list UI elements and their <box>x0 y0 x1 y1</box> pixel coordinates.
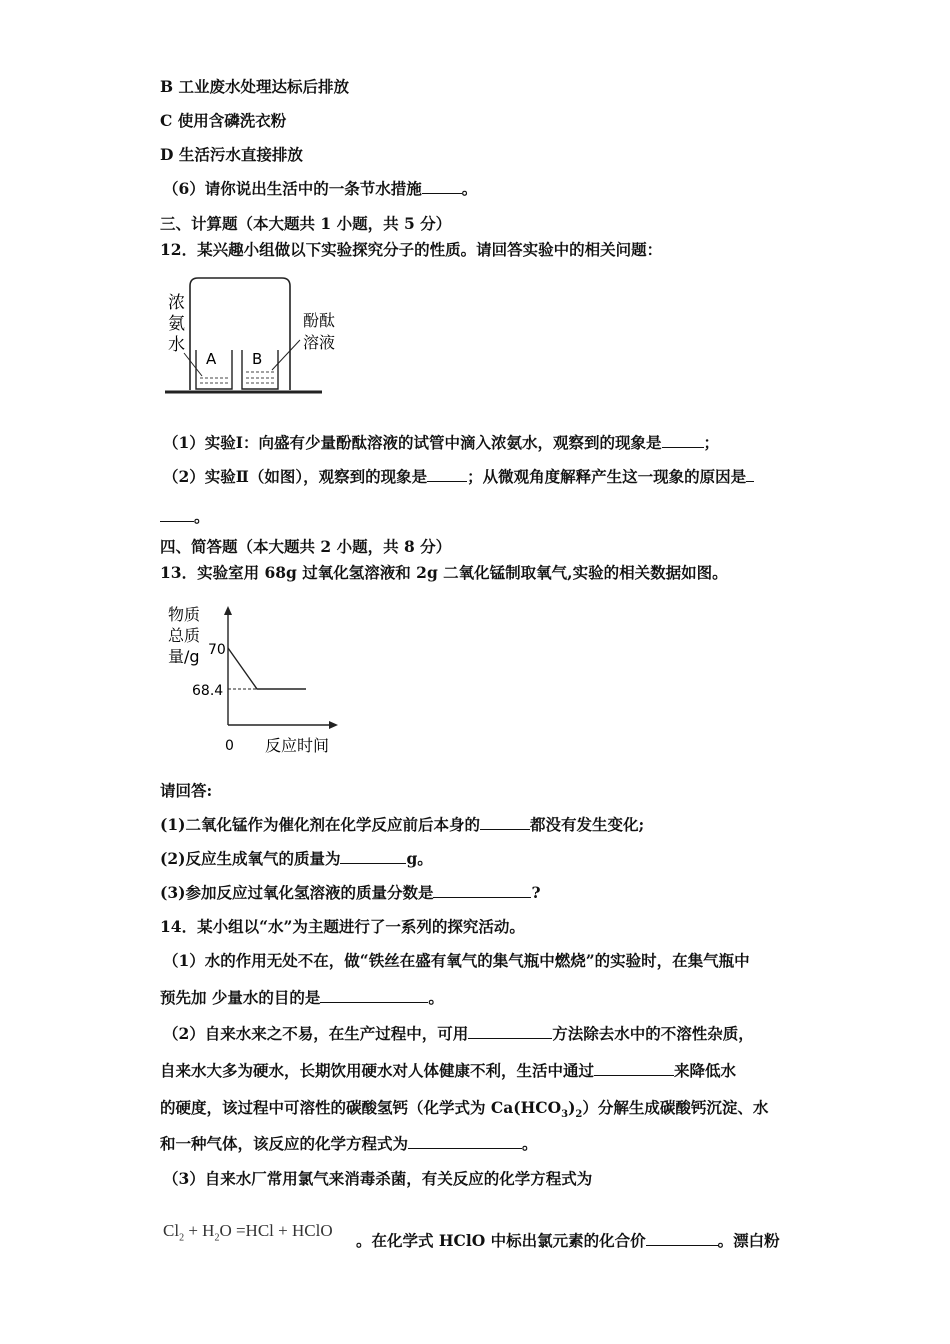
question-14-2-line4 <box>160 1134 538 1154</box>
punctuation: ； <box>703 433 720 452</box>
question-text: （2）实验Ⅱ（如图），观察到的现象是 <box>163 467 428 486</box>
question-14-1-continuation <box>160 988 444 1008</box>
beaker-b-label: B <box>252 350 263 368</box>
left-label-2: 氨 <box>168 314 185 334</box>
question-14-1: （1）水的作用无处不在，做“铁丝在盛有氧气的集气瓶中燃烧”的实验时，在集气瓶中 <box>163 951 750 970</box>
beaker-a-label: A <box>206 350 217 368</box>
question-12-2-continuation <box>160 507 210 527</box>
chemical-equation <box>163 1221 333 1243</box>
mass-line <box>228 648 306 689</box>
answer-blank <box>160 507 194 522</box>
question-13-3 <box>160 883 541 903</box>
please-answer: 请回答: <box>160 781 213 800</box>
origin-label: 0 <box>225 738 234 754</box>
subscript: 3 <box>561 1109 569 1121</box>
question-text: （1）实验Ⅰ：向盛有少量酚酞溶液的试管中滴入浓氨水，观察到的现象是 <box>163 433 662 452</box>
subscript: 2 <box>575 1109 583 1121</box>
x-label: 反应时间 <box>265 736 330 755</box>
question-13-2 <box>160 849 433 869</box>
question-text: 预先加 少量水的目的是 <box>160 988 321 1007</box>
y-axis-arrow <box>224 606 232 615</box>
y-label-2: 总质 <box>168 626 201 645</box>
question-13: 13．实验室用 68g 过氧化氢溶液和 2g 二氧化锰制取氧气,实验的相关数据如图。 <box>160 563 728 582</box>
question-14-3-continuation <box>356 1231 780 1251</box>
question-12-1 <box>163 433 719 453</box>
answer-blank <box>468 1024 552 1039</box>
y-label-3: 量/g <box>168 647 200 666</box>
question-text: (3)参加反应过氧化氢溶液的质量分数是 <box>160 883 434 902</box>
question-14-2-line3 <box>160 1098 768 1125</box>
question-14-2 <box>163 1024 754 1044</box>
formula-part: + H <box>184 1221 215 1240</box>
right-label-2: 溶液 <box>303 333 336 352</box>
left-label-3: 水 <box>168 335 185 355</box>
y-tick-70: 70 <box>208 642 226 658</box>
punctuation: 。 <box>461 179 478 198</box>
y-tick-68-4: 68.4 <box>192 683 224 699</box>
punctuation: 。 <box>522 1134 538 1153</box>
question-text: ）分解生成碳酸钙沉淀、水 <box>582 1098 769 1117</box>
section-three-title: 三、计算题（本大题共 1 小题，共 5 分） <box>160 214 452 233</box>
answer-blank <box>427 467 467 482</box>
formula-subscript: 2 <box>214 1232 220 1244</box>
answer-blank <box>433 883 531 898</box>
question-14-3: （3）自来水厂常用氯气来消毒杀菌，有关反应的化学方程式为 <box>163 1169 593 1188</box>
question-text: 。在化学式 HClO 中标出氯元素的化合价 <box>356 1231 646 1250</box>
question-11-6 <box>163 179 477 199</box>
question-text: 的硬度，该过程中可溶性的碳酸氢钙（化学式为 Ca(HCO <box>160 1098 562 1117</box>
answer-blank <box>662 433 704 448</box>
question-text: g。 <box>406 849 433 868</box>
x-axis-arrow <box>329 721 338 729</box>
question-14-2-line2 <box>160 1061 736 1081</box>
question-text: 和一种气体，该反应的化学方程式为 <box>160 1134 409 1153</box>
ammonia-diffusion-figure <box>160 268 360 403</box>
question-text: （2）自来水来之不易，在生产过程中，可用 <box>163 1024 469 1043</box>
right-label-1: 酚酞 <box>303 311 336 330</box>
answer-blank <box>422 179 462 194</box>
question-text: (1)二氧化锰作为催化剂在化学反应前后本身的 <box>160 815 480 834</box>
punctuation: 。 <box>428 988 444 1007</box>
answer-blank <box>340 849 406 864</box>
question-text: 来降低水 <box>674 1061 737 1080</box>
question-14: 14．某小组以“水”为主题进行了一系列的探究活动。 <box>160 917 525 936</box>
question-text: 。漂白粉 <box>717 1231 780 1250</box>
answer-blank <box>594 1061 674 1076</box>
question-text: (2)反应生成氧气的质量为 <box>160 849 341 868</box>
formula-part: O =HCl + HClO <box>219 1221 333 1240</box>
question-13-1 <box>160 815 644 835</box>
formula-part: Cl <box>163 1221 180 1240</box>
left-label-1: 浓 <box>168 293 185 313</box>
answer-blank <box>480 815 530 830</box>
bell-jar <box>190 278 290 390</box>
question-text: 方法除去水中的不溶性杂质， <box>552 1024 754 1043</box>
mass-time-chart <box>160 598 360 760</box>
answer-blank <box>320 988 428 1003</box>
question-text: 自来水大多为硬水，长期饮用硬水对人体健康不利，生活中通过 <box>160 1061 595 1080</box>
question-12-2 <box>163 467 754 487</box>
section-four-title: 四、简答题（本大题共 2 小题，共 8 分） <box>160 537 452 556</box>
question-text: ；从微观角度解释产生这一现象的原因是 <box>467 467 747 486</box>
option-b: B 工业废水处理达标后排放 <box>160 77 349 96</box>
question-text: ? <box>531 883 541 902</box>
answer-blank <box>408 1134 522 1149</box>
option-d: D 生活污水直接排放 <box>160 145 303 164</box>
question-text: 都没有发生变化; <box>529 815 645 834</box>
answer-blank <box>746 467 754 482</box>
y-label-1: 物质 <box>168 605 201 624</box>
formula-subscript: 2 <box>179 1232 185 1244</box>
answer-blank <box>646 1231 718 1246</box>
option-c: C 使用含磷洗衣粉 <box>160 111 287 130</box>
question-12: 12．某兴趣小组做以下实验探究分子的性质。请回答实验中的相关问题： <box>160 240 663 259</box>
punctuation: 。 <box>194 507 210 526</box>
question-text: （6）请你说出生活中的一条节水措施 <box>163 179 422 198</box>
question-text: ) <box>568 1098 576 1117</box>
